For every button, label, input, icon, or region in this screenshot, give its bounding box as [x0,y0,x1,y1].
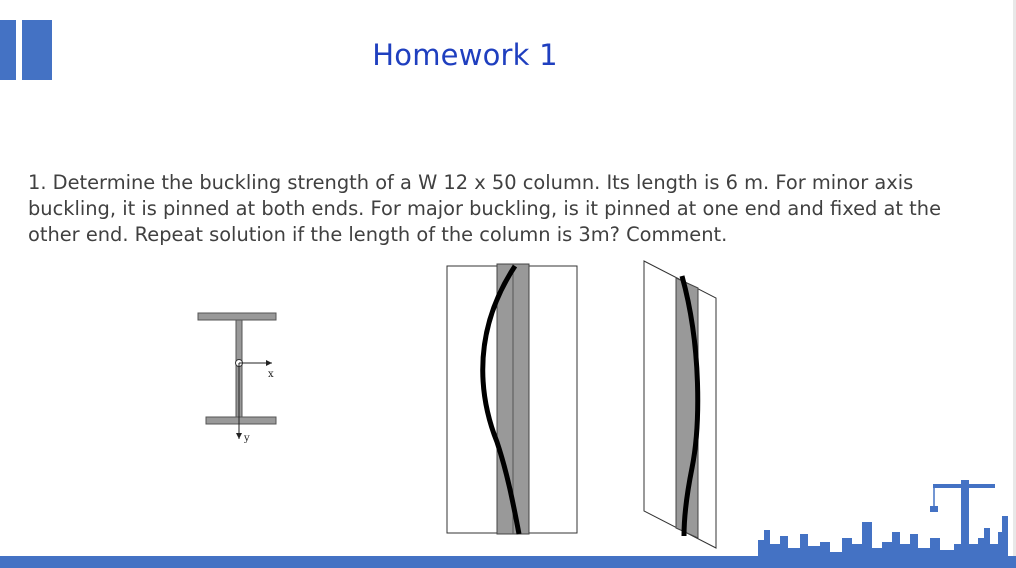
column-pinned-pinned-figure [445,262,581,538]
problem-statement: 1. Determine the buckling strength of a W 12 x 50 column. Its length is 6 m. For minor axis buckling, it is pinned at both ends. For major buckling, is it pinned at one end and fixed at the other end. Repeat solution if the length of the column is 3m? Comment. [28,171,941,246]
footer-bar [0,556,1016,568]
w-section-figure [190,305,290,455]
slide-title: Homework 1 [372,38,558,72]
y-axis-arrow [236,433,242,439]
bottom-flange [206,417,276,424]
x-axis-label: x [268,369,274,380]
column-pinned-fixed-figure [640,258,722,552]
x-axis-arrow [266,360,272,366]
city-skyline-crane-icon [758,472,1016,558]
y-axis-label: y [244,433,250,444]
top-flange [198,313,276,320]
